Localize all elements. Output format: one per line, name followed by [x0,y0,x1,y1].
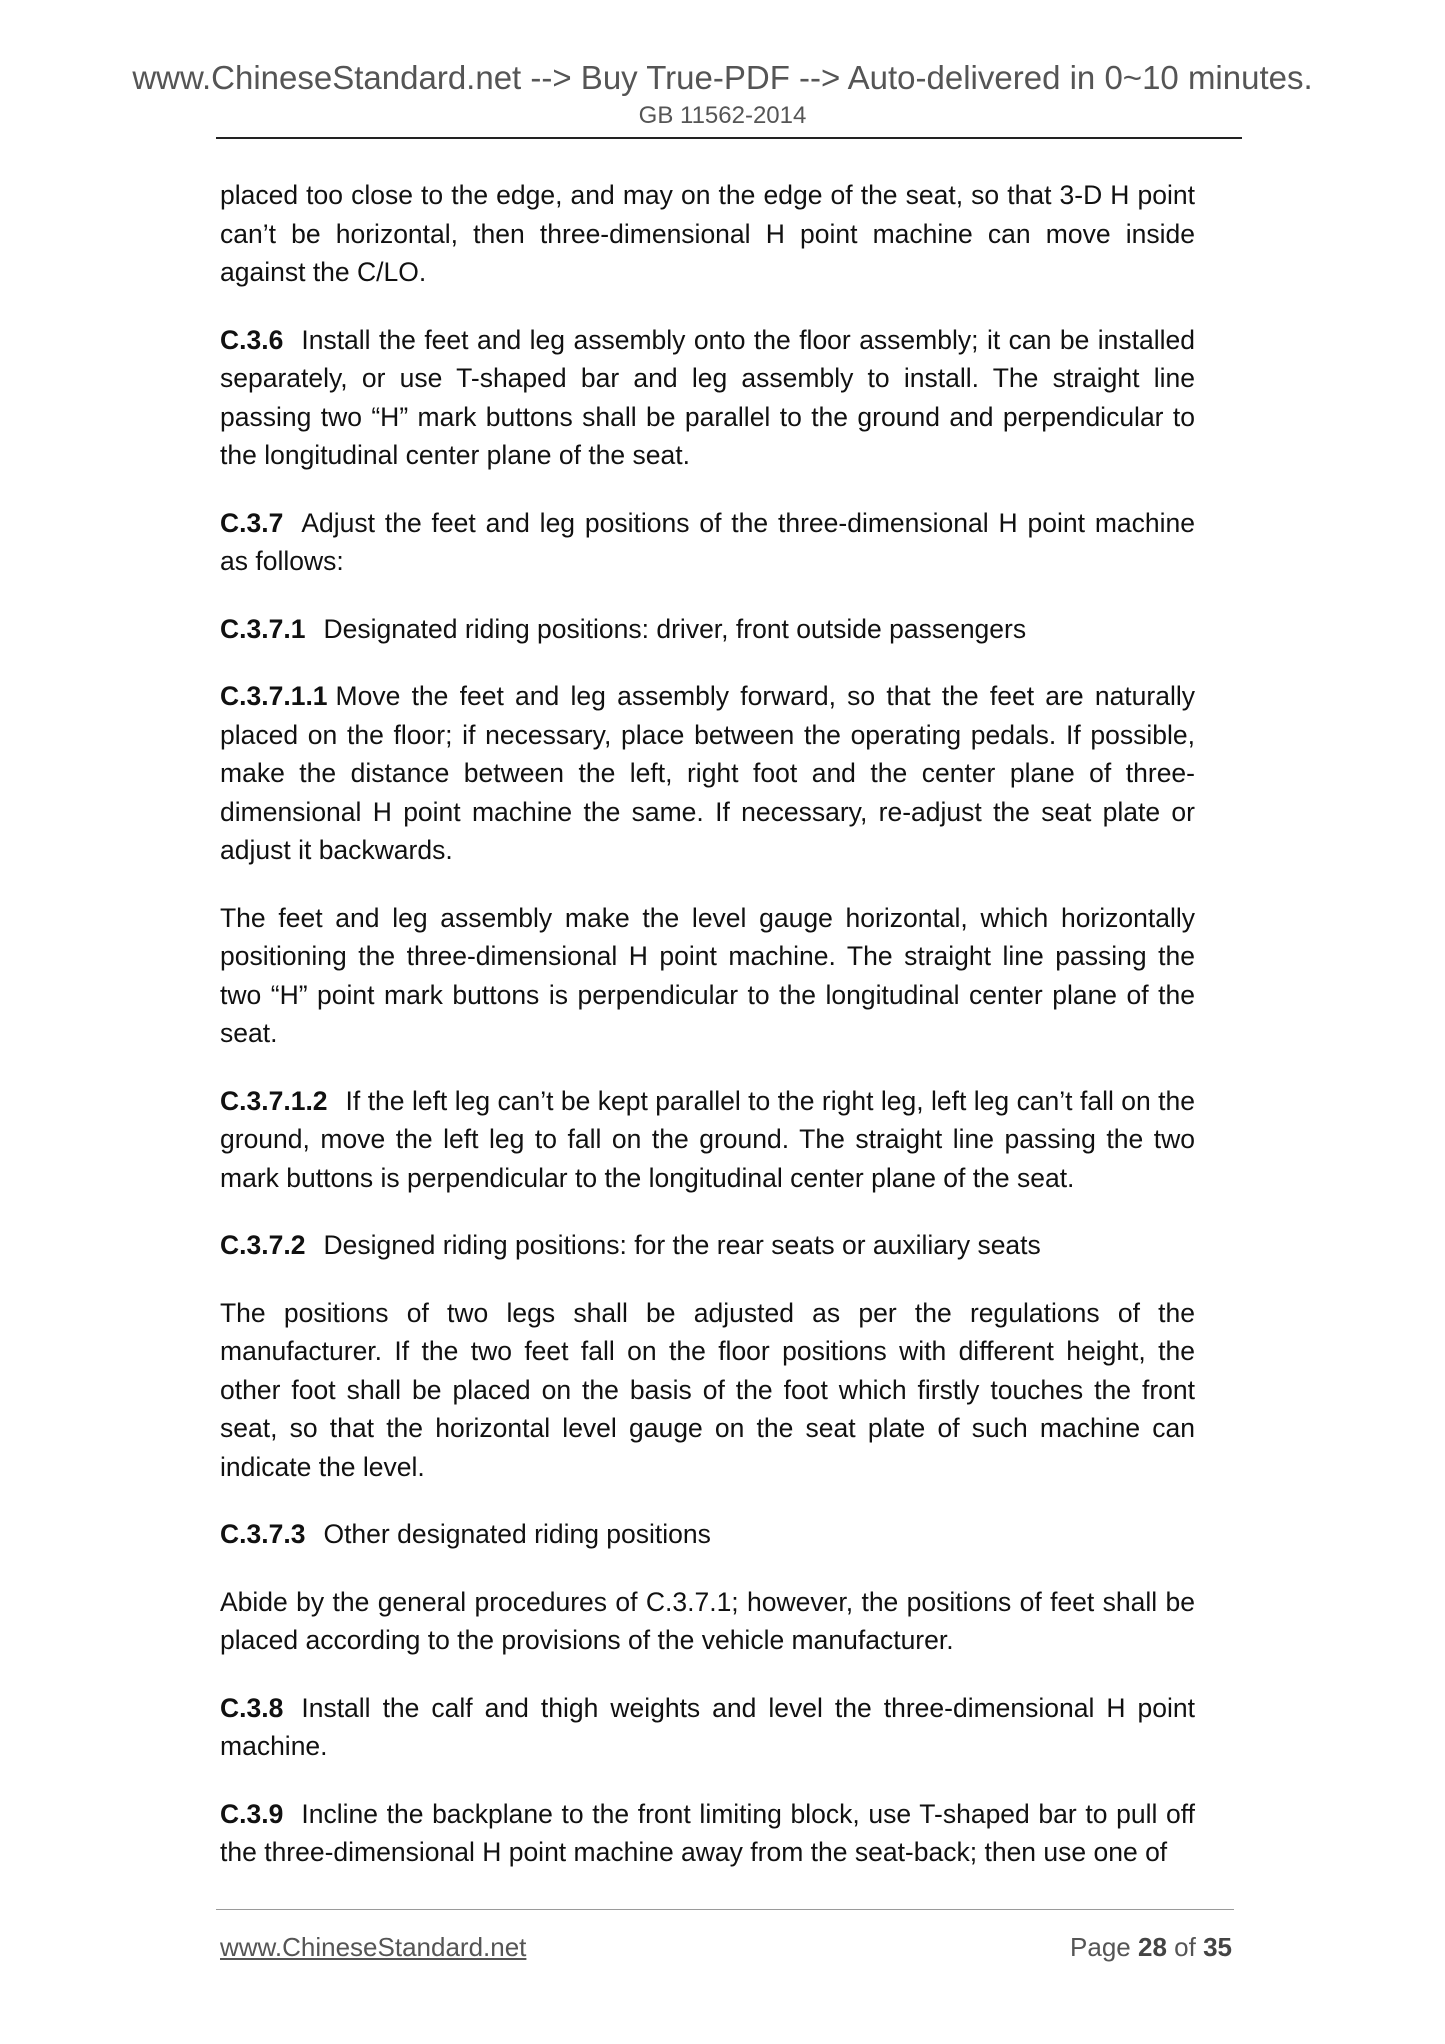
clause-text: Designed riding positions: for the rear seats or auxiliary seats [323,1230,1041,1260]
clause-text: Adjust the feet and leg positions of the three-dimensional H point machine as follows: [220,507,1195,576]
header-divider [216,137,1242,139]
clause-number: C.3.9 [220,1798,284,1829]
page-total: 35 [1203,1932,1232,1962]
clause-number: C.3.7.1.1 [220,681,328,711]
clause-c-3-7-2 [220,1226,1195,1265]
page-footer [220,1929,1232,1965]
clause-number: C.3.7 [220,507,284,538]
paragraph-general-procedures [220,1583,1195,1660]
standard-code: GB 11562-2014 [638,102,807,129]
paragraph-two-legs [220,1294,1195,1487]
clause-text: Install the calf and thigh weights and level the three-dimensional H point machine. [220,1692,1195,1761]
footer-divider [216,1909,1234,1910]
clause-text: Designated riding positions: driver, front outside passengers [323,613,1027,644]
clause-number: C.3.7.1.2 [220,1085,328,1116]
clause-number: C.3.8 [220,1692,284,1723]
clause-text: Incline the backplane to the front limiting block, use T-shaped bar to pull off the three-dimensional H point machine away from the seat-back; then use one of [220,1798,1195,1867]
clause-number: C.3.6 [220,324,284,355]
page-header [0,58,1445,132]
clause-c-3-7 [220,504,1195,581]
clause-c-3-9 [220,1795,1195,1872]
clause-text: Install the feet and leg assembly onto the floor assembly; it can be installed separately, or use T-shaped bar and leg assembly to install. The straight line passing two “H” mark buttons shall be parallel to the ground and perpendicular to the longitudinal center plane of the seat. [220,324,1195,470]
paragraph-text: The positions of two legs shall be adjusted as per the regulations of the manufacturer. If the two feet fall on the floor positions with different height, the other foot shall be placed on the basis of the foot which firstly touches the front seat, so that the horizontal level gauge on the seat plate of such machine can indicate the level. [220,1297,1195,1482]
page-current: 28 [1138,1932,1167,1962]
paragraph-continuation [220,176,1195,292]
clause-number: C.3.7.2 [220,1230,306,1260]
clause-c-3-7-1 [220,610,1195,649]
page-label: Page [1070,1932,1131,1962]
paragraph-text: Abide by the general procedures of C.3.7.1; however, the positions of feet shall be placed according to the provisions of the vehicle manufacturer. [220,1586,1195,1655]
clause-c-3-7-1-2 [220,1082,1195,1198]
clause-text: Move the feet and leg assembly forward, so that the feet are naturally placed on the floor; if necessary, place between the operating pedals. If possible, make the distance between the left, right foot and the center plane of three-dimensional H point machine the same. If necessary, re-adjust the seat plate or adjust it backwards. [220,681,1195,865]
clause-text: Other designated riding positions [323,1519,711,1549]
clause-c-3-7-3 [220,1515,1195,1554]
paragraph-text: The feet and leg assembly make the level gauge horizontal, which horizontally positioning the three-dimensional H point machine. The straight line passing the two “H” point mark buttons is perpendicular to the longitudinal center plane of the seat. [220,902,1195,1048]
clause-number: C.3.7.1 [220,613,306,644]
page-of: of [1174,1932,1196,1962]
clause-c-3-7-1-1 [220,677,1195,870]
clause-number: C.3.7.3 [220,1519,306,1549]
clause-c-3-6 [220,321,1195,475]
paragraph-text: placed too close to the edge, and may on the edge of the seat, so that 3-D H point can’t be horizontal, then three-dimensional H point machine can move inside against the C/LO. [220,180,1195,287]
clause-c-3-8 [220,1689,1195,1766]
paragraph-leg-assembly [220,899,1195,1053]
document-body [220,176,1195,1901]
clause-text: If the left leg can’t be kept parallel to the right leg, left leg can’t fall on the ground, move the left leg to fall on the ground. The straight line passing the two mark buttons is perpendicular to the longitudinal center plane of the seat. [220,1085,1195,1193]
page-number [1070,1929,1232,1965]
header-banner[interactable]: www.ChineseStandard.net --> Buy True-PDF --> Auto-delivered in 0~10 minutes. [132,59,1313,96]
footer-site-link[interactable]: www.ChineseStandard.net [220,1932,527,1962]
